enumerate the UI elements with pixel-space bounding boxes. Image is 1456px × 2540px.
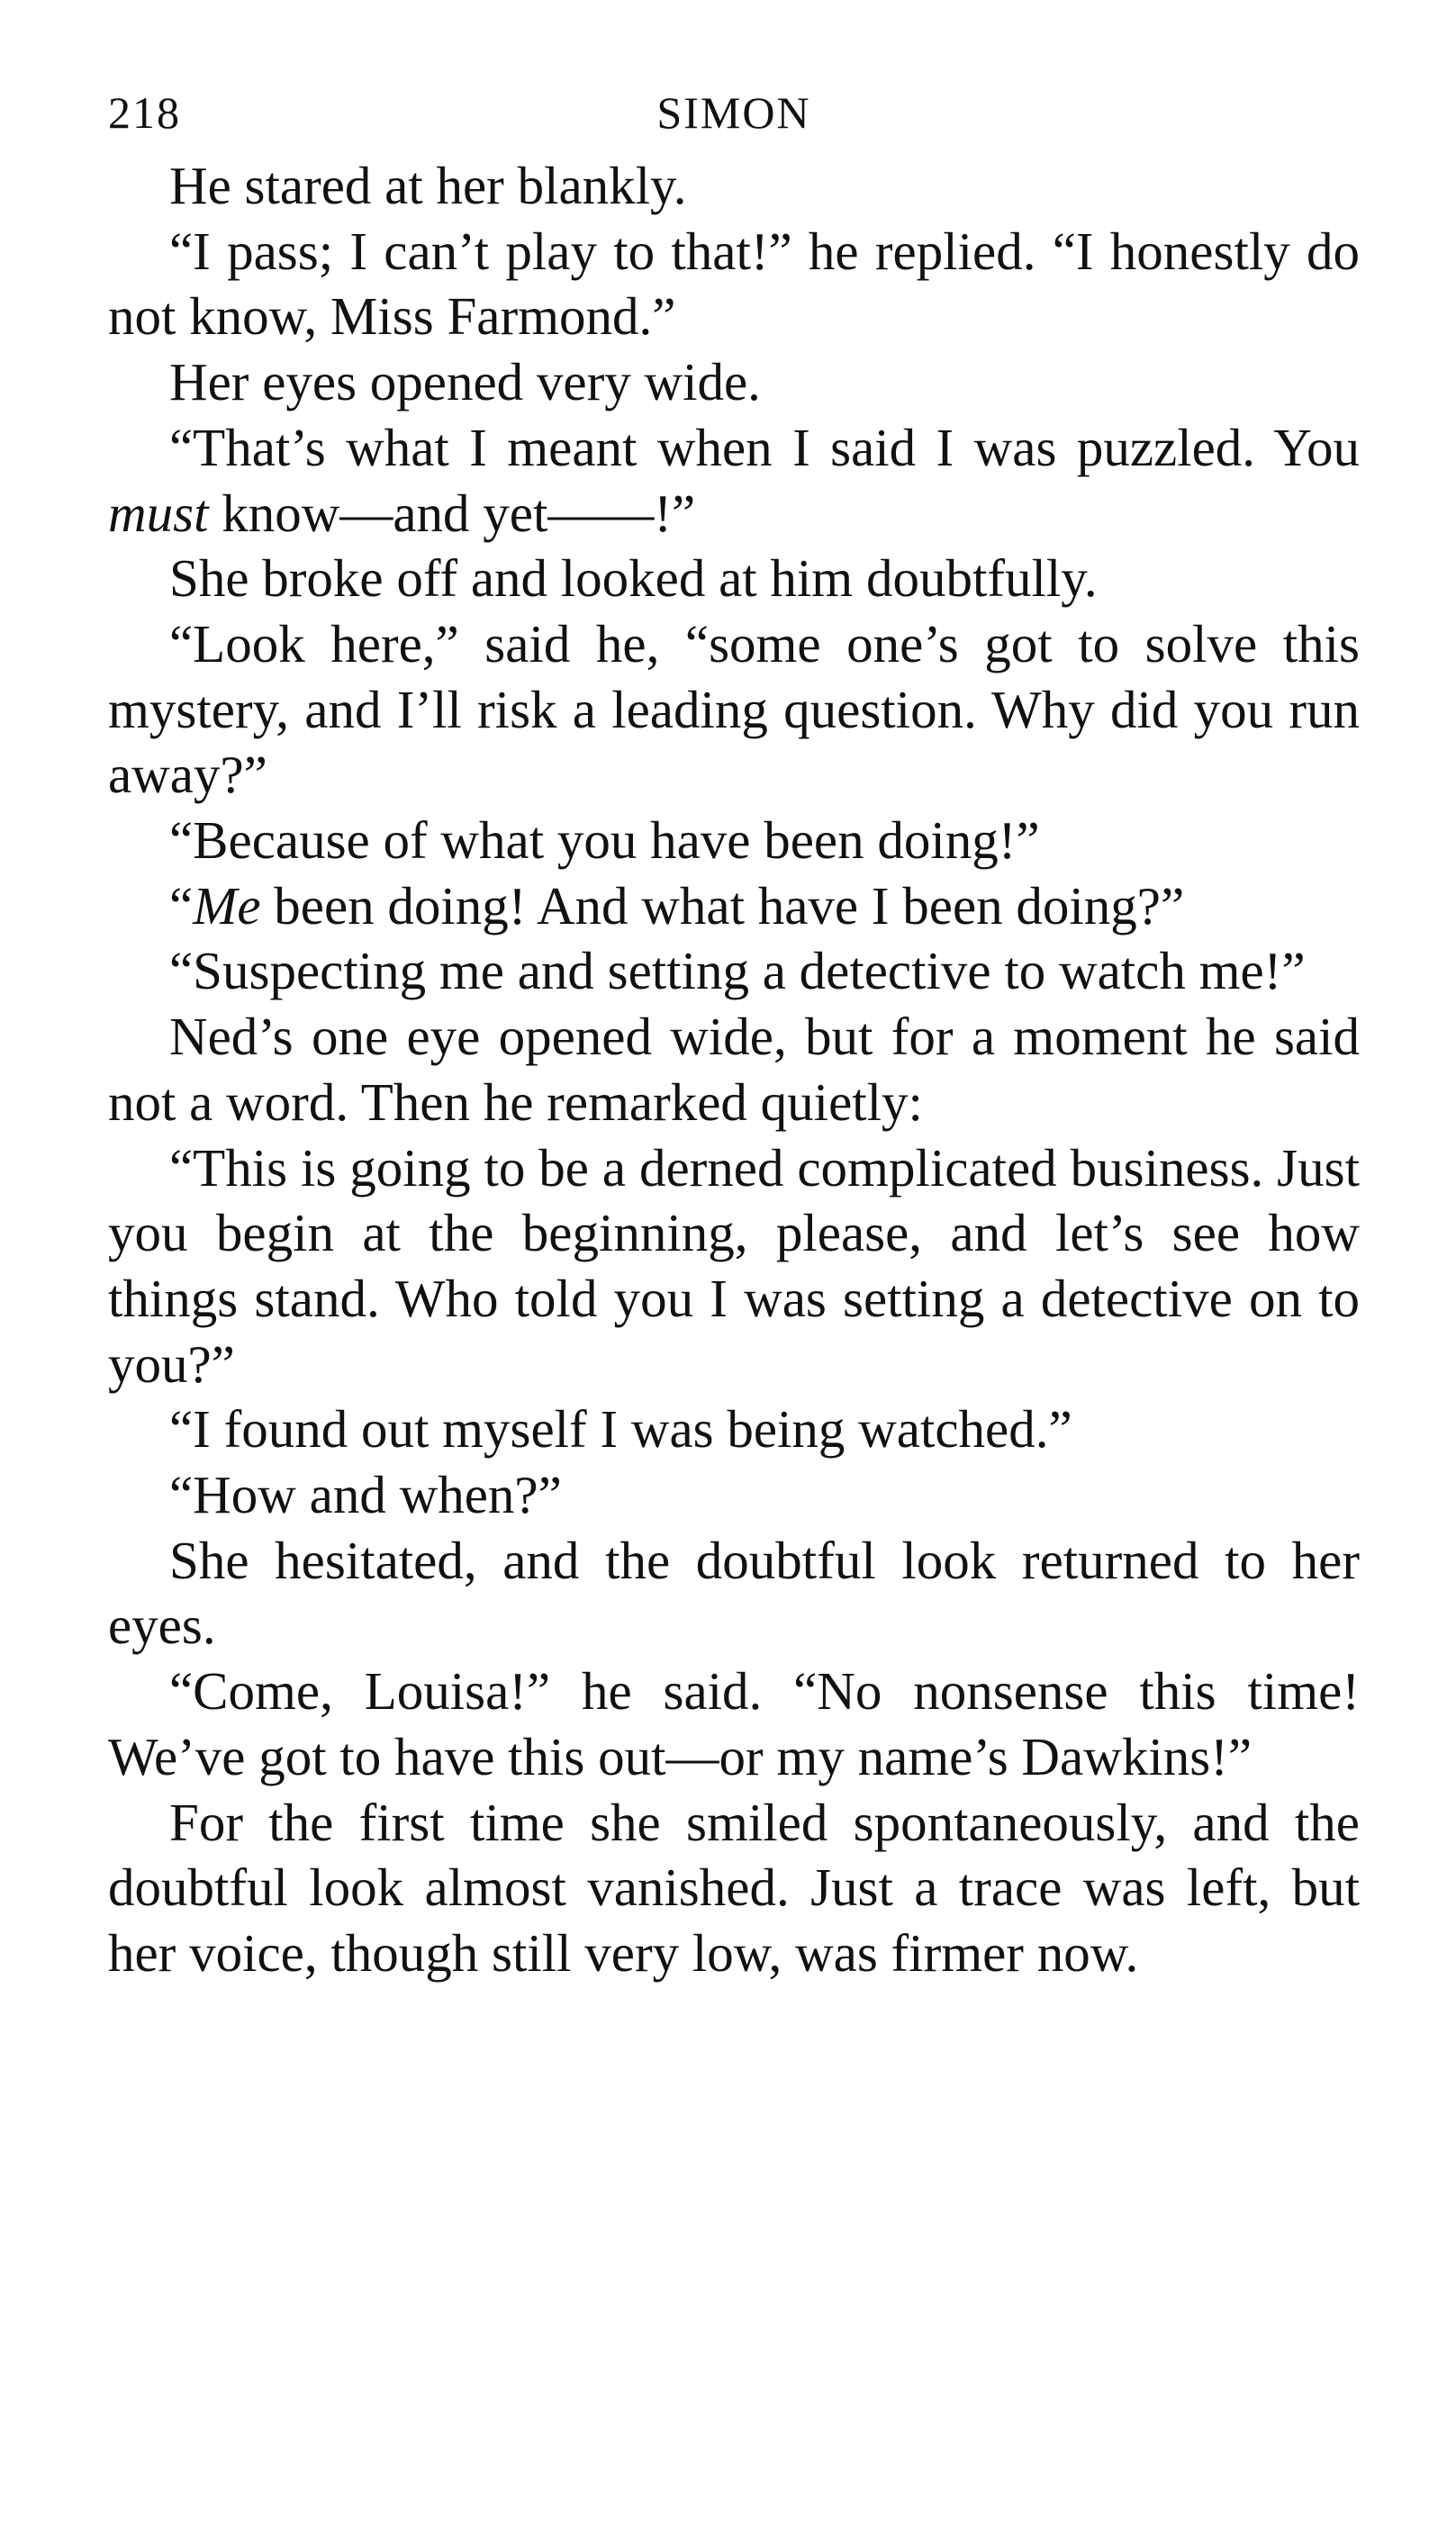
italic-emphasis: must — [108, 483, 209, 543]
paragraph: She hesitated, and the doubtful look returned to her eyes. — [108, 1530, 1360, 1656]
book-page — [108, 72, 1360, 1986]
paragraph-text: “ — [169, 875, 194, 936]
paragraph: “I found out myself I was being watched.” — [169, 1399, 1072, 1460]
paragraph: “Suspecting me and setting a detective to watch me!” — [169, 941, 1306, 1001]
paragraph: “Look here,” said he, “some one’s got to solve this mystery, and I’ll risk a leading question. Why did you run away?” — [108, 613, 1360, 805]
paragraph-text: “That’s what I meant when I said I was puzzled. You — [169, 417, 1360, 477]
paragraph: Her eyes opened very wide. — [169, 352, 761, 412]
running-title: SIMON — [656, 87, 811, 138]
body-text — [108, 153, 1360, 1986]
paragraph: “Because of what you have been doing!” — [169, 810, 1040, 871]
paragraph-text: been doing! And what have I been doing?” — [260, 875, 1185, 936]
paragraph: “How and when?” — [169, 1465, 562, 1525]
paragraph: For the first time she smiled spontaneously, and the doubtful look almost vanished. Just a trace was left, but her voice, though still very low, was firmer now. — [108, 1792, 1360, 1983]
paragraph — [108, 873, 1360, 939]
paragraph: “Come, Louisa!” he said. “No nonsense this time! We’ve got to have this out—or my name’s Dawkins!” — [108, 1661, 1360, 1786]
page-number: 218 — [108, 87, 181, 138]
paragraph: “I pass; I can’t play to that!” he replied. “I honestly do not know, Miss Farmond.” — [108, 221, 1360, 347]
italic-emphasis: Me — [193, 875, 261, 936]
paragraph: She broke off and looked at him doubtfully. — [169, 548, 1098, 609]
paragraph: Ned’s one eye opened wide, but for a moment he said not a word. Then he remarked quietly: — [108, 1007, 1360, 1132]
paragraph: He stared at her blankly. — [169, 156, 687, 215]
paragraph: “This is going to be a derned complicated business. Just you begin at the beginning, please, and let’s see how things stand. Who told you I was setting a detective on to you?” — [108, 1137, 1360, 1394]
paragraph — [108, 415, 1360, 546]
running-head — [108, 72, 1360, 153]
paragraph-text: know—and yet——!” — [208, 483, 696, 543]
